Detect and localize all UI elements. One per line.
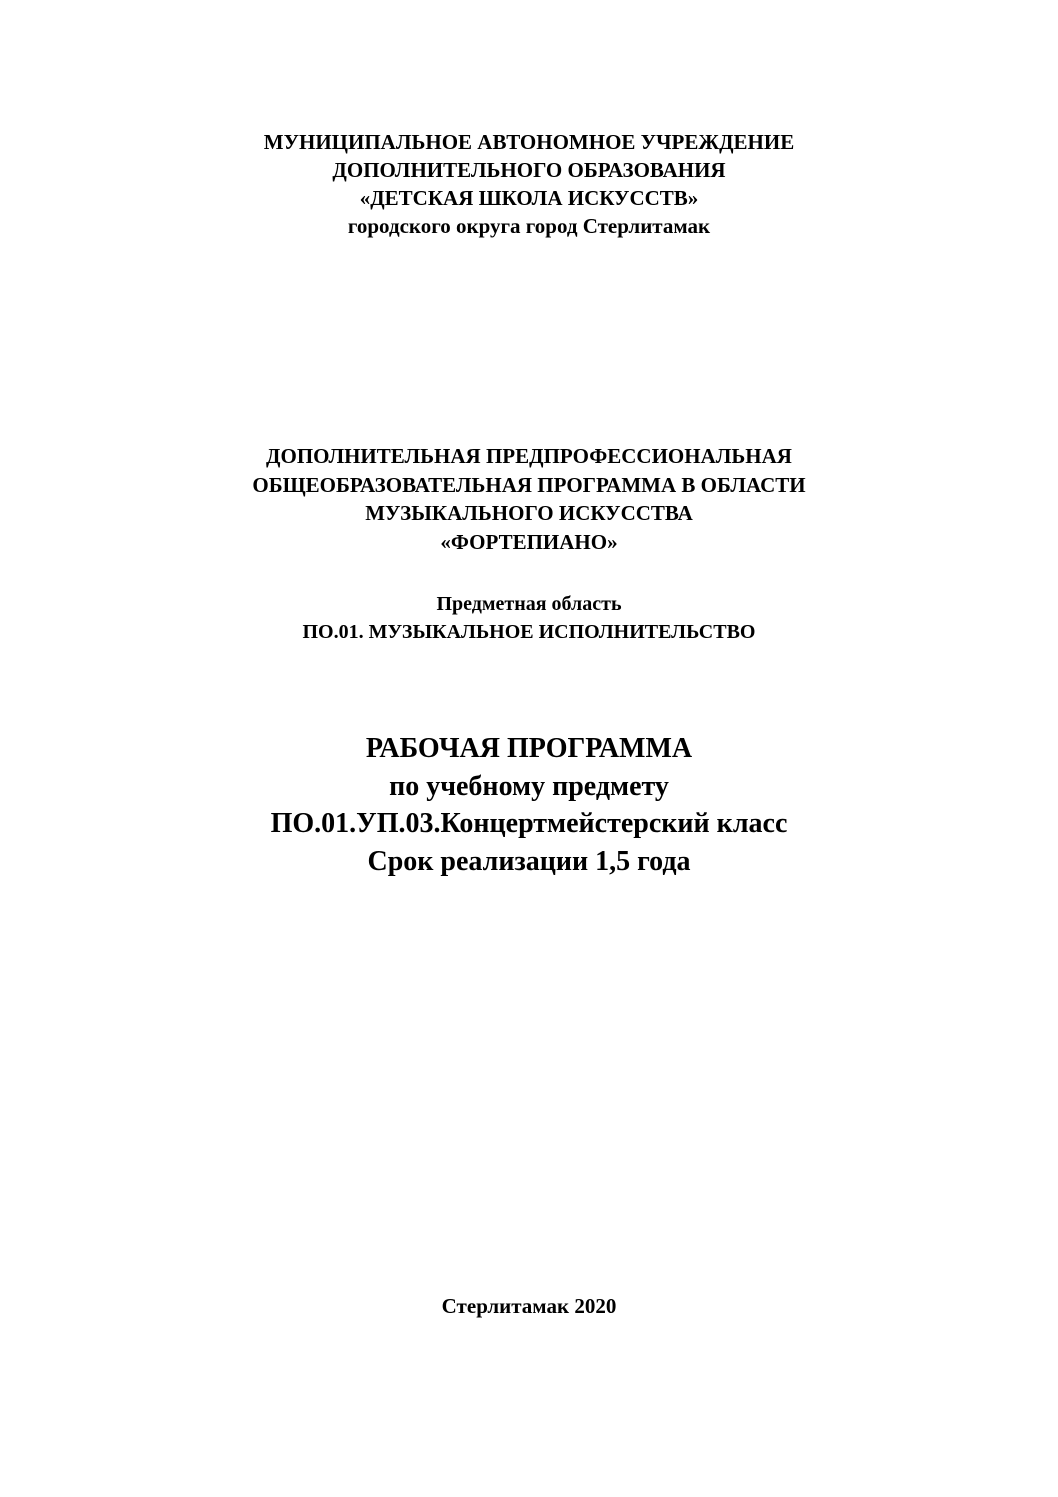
- institution-line-2: ДОПОЛНИТЕЛЬНОГО ОБРАЗОВАНИЯ: [332, 158, 726, 182]
- program-title: [0, 442, 1058, 556]
- subject-area-value: ПО.01. МУЗЫКАЛЬНОЕ ИСПОЛНИТЕЛЬСТВО: [302, 621, 756, 643]
- place-year: Стерлитамак 2020: [441, 1294, 617, 1318]
- program-line-4: «ФОРТЕПИАНО»: [440, 529, 618, 554]
- subject-area-label: Предметная область: [436, 593, 622, 615]
- work-program-duration: Срок реализации 1,5 года: [367, 845, 691, 877]
- program-line-2: ОБЩЕОБРАЗОВАТЕЛЬНАЯ ПРОГРАММА В ОБЛАСТИ: [252, 472, 806, 497]
- institution-line-3: «ДЕТСКАЯ ШКОЛА ИСКУССТВ»: [359, 186, 699, 210]
- work-program-subject: ПО.01.УП.03.Концертмейстерский класс: [270, 808, 788, 839]
- program-line-1: ДОПОЛНИТЕЛЬНАЯ ПРЕДПРОФЕССИОНАЛЬНАЯ: [266, 444, 792, 468]
- work-program-subtitle: по учебному предмету: [389, 770, 669, 802]
- program-line-3: МУЗЫКАЛЬНОГО ИСКУССТВА: [365, 501, 693, 525]
- place-year-footer: [0, 1292, 1058, 1320]
- institution-line-1: МУНИЦИПАЛЬНОЕ АВТОНОМНОЕ УЧРЕЖДЕНИЕ: [263, 130, 795, 154]
- work-program-title: РАБОЧАЯ ПРОГРАММА: [365, 733, 693, 764]
- institution-header: [0, 128, 1058, 240]
- subject-area: [0, 590, 1058, 646]
- work-program: [0, 730, 1058, 880]
- institution-line-4: городского округа город Стерлитамак: [347, 214, 711, 238]
